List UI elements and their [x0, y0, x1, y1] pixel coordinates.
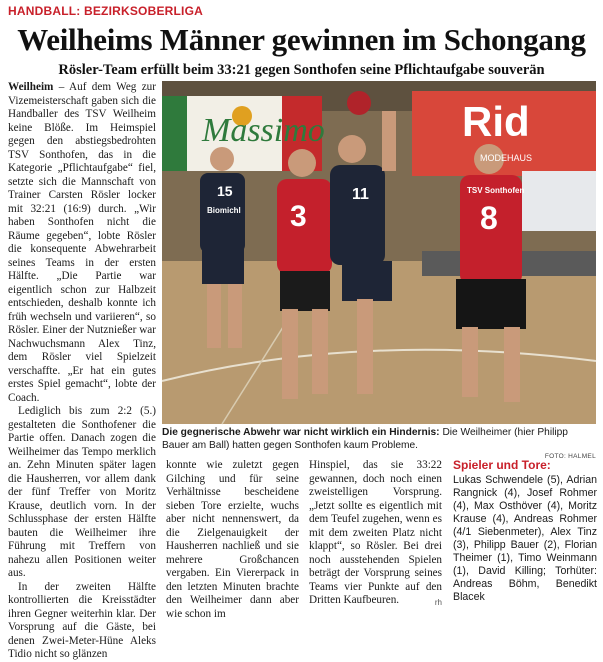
article-paragraph-2: Lediglich bis zum 2:2 (5.) gestalteten die Sonthofener die Partie offen. Danach zogen die Weilheimer das Tempo merklich an. Zehn Minuten später lagen die Hausherren, vor allem dank der fünf Treffer von Moritz Krause, deutlich vorn. In der Schlussphase der ersten Hälfte bauten die Weilheimer ihre Führung mit Treffern von nahezu allen Positionen weiter aus.: [8, 405, 156, 579]
article-column-2: [166, 459, 299, 620]
jersey-number-15: 15: [217, 183, 233, 199]
info-box-text: Lukas Schwendele (5), Adrian Rangnick (4), Josef Rohmer (4), Max Osthöver (4), Moritz Krause (4), Andreas Rohmer (4/1 Siebenmeter), Alex Tinz (3), Philipp Bauer (2), Florian Theimer (1), Timo Weinmann (1), David Killing; Torhüter: Andreas Böhm, Benedikt Blacek: [453, 473, 597, 603]
photo-credit: FOTO: HALMEL: [544, 453, 596, 460]
banner-massimo-text: Massimo: [202, 112, 325, 149]
jersey-number-11: 11: [352, 186, 369, 203]
info-box-title: Spieler und Tore:: [453, 458, 551, 472]
dateline: Weilheim: [8, 81, 54, 93]
photo-caption: [162, 427, 596, 452]
jersey-sponsor-text: Biomichl: [207, 206, 241, 215]
jersey-number-3: 3: [290, 200, 307, 233]
caption-text: Die Weilheimer (hier Philipp Bauer am Ball) hatten gegen Sonthofen kaum Probleme.: [162, 427, 568, 451]
article-column-3: [309, 459, 442, 607]
headline: Weilheims Männer gewinnen im Schongang: [17, 22, 586, 57]
article-column-1: [8, 81, 156, 660]
section-kicker: HANDBALL: BEZIRKSOBERLIGA: [8, 4, 203, 18]
article-paragraph-1: – Auf dem Weg zur Vizemeisterschaft gaben sich die Handballer des TSV Weilheim keine Blöße. Im Heimspiel gegen den abstiegsbedrohten TSV Sonthofen, das in die Kategorie „Pflichtaufgabe“ fiel, setzte sich die Mannschaft von Trainer Carsten Rösler locker mit 32:21 (16:9) durch. „Wir haben Sonthofen nicht die Räume gegeben“, lobte Rösler die konsequente Abwehrarbeit seines Teams in der ersten Hälfte. „Die Partie war eigentlich schon zur Halbzeit entschieden, deshalb konnte ich früh wechseln und variieren“, so Rösler. Einer der Nutznießer war Nachwuchsmann Alex Tinz, dem Rösler viel Spielzeit verschaffte. „Er hat ein gutes erstes Spiel gemacht“, lobte der Coach.: [8, 81, 156, 404]
handball: [347, 91, 371, 115]
match-photo: [162, 81, 596, 424]
caption-bold: Die gegnerische Abwehr war nicht wirklich ein Hindernis:: [162, 427, 440, 438]
jersey-number-8: 8: [480, 200, 498, 236]
banner-rid-text: Rid: [462, 98, 530, 145]
subheadline: Rösler-Team erfüllt beim 33:21 gegen Sonthofen seine Pflichtaufgabe souverän: [58, 62, 545, 78]
info-box: [453, 458, 597, 603]
banner-rid-subtext: MODEHAUS: [480, 153, 533, 163]
article-paragraph-5: Hinspiel, das sie 33:22 gewannen, doch noch einen zweistelligen Vorsprung. „Jetzt sollte es eigentlich mit dem Teufel zugehen, wenn es mit dem zweiten Platz nicht klappt“, so Rösler. Bei drei noch ausstehenden Spielen beträgt der Vorsprung seines Teams vier Punkte auf den Dritten Kaufbeuren.: [309, 459, 442, 606]
author-signature: rh: [434, 598, 442, 607]
article-paragraph-3: In der zweiten Hälfte kontrollierten die Kreisstädter ihren Gegner weiterhin klar. Der Vorsprung auf die Gäste, bei denen Zwei-Meter-Hüne Aleks Tidio nicht so glänzen: [8, 580, 156, 660]
jersey-team-text: TSV Sonthofen: [467, 186, 525, 195]
article-paragraph-4: konnte wie zuletzt gegen Gilching und für seine Verhältnisse bescheidene sieben Tore erzielte, wuchs aber nicht nennenswert, da die Zielgenauigkeit der Hausherren nachließ und sie mehrere Großchancen vergaben. Ein Viererpack in den letzten Minuten brachte den Weilheimer dann aber wie schon im: [166, 459, 299, 620]
